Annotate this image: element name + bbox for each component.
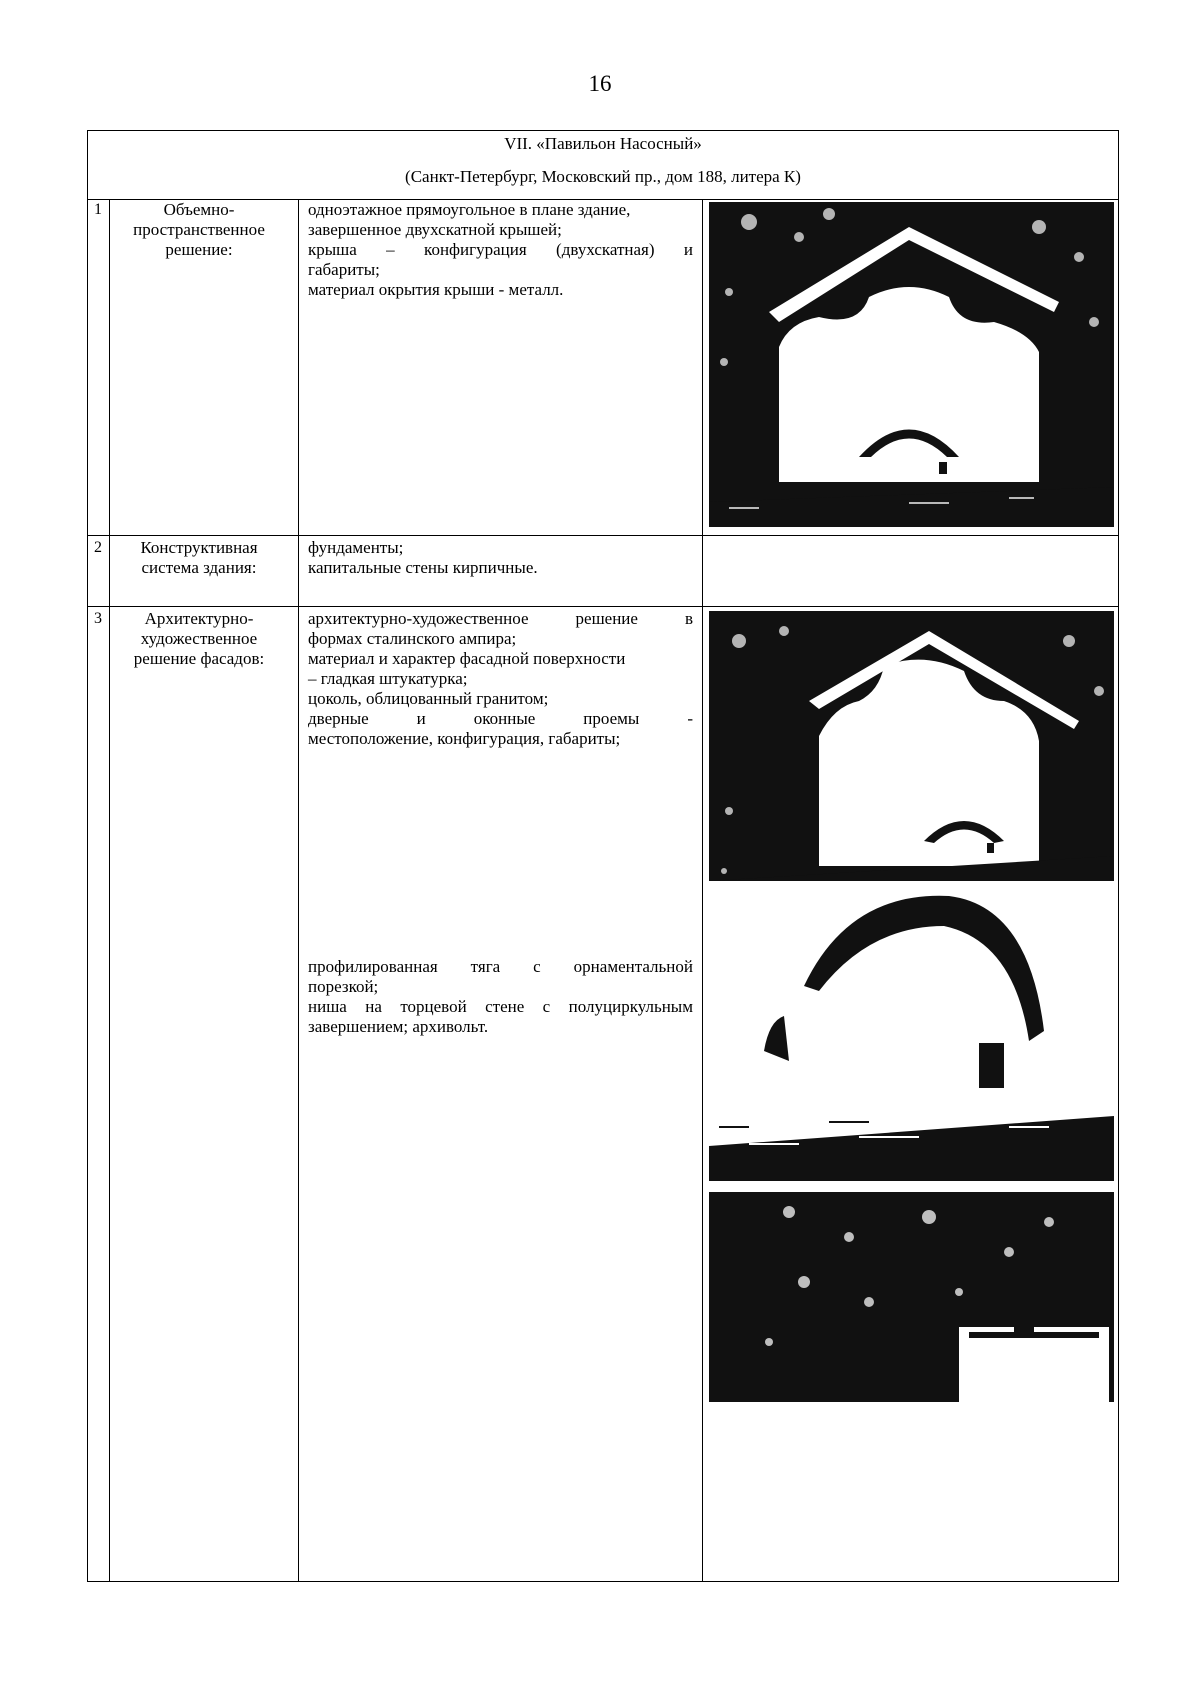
row-description (308, 609, 693, 749)
description-line: ниша на торцевой стене с полуциркульным (308, 997, 693, 1016)
description-line: крыша – конфигурация (двухскатная) и (308, 240, 693, 259)
description-line: местоположение, конфигурация, габариты; (308, 729, 621, 748)
description-line: дверные и оконные проемы - (308, 709, 693, 728)
description-line: капитальные стены кирпичные. (308, 558, 538, 577)
table-border-left (87, 130, 88, 1582)
page-number: 16 (588, 71, 612, 96)
col-divider-3 (702, 199, 703, 1582)
row-description (308, 538, 693, 578)
description-line: материал и характер фасадной поверхности (308, 649, 626, 668)
description-line: габариты; (308, 260, 380, 279)
row-description-secondary (308, 957, 693, 1037)
pavilion-photo-front (709, 202, 1114, 527)
row-number: 2 (94, 539, 102, 556)
description-line: материал окрытия крыши - металл. (308, 280, 564, 299)
description-line: одноэтажное прямоугольное в плане здание, (308, 200, 631, 219)
row-label-line: Архитектурно- (144, 609, 254, 628)
row-label-line: художественное (140, 629, 258, 648)
row-description (308, 200, 693, 300)
row-label (109, 609, 289, 669)
description-line: формах сталинского ампира; (308, 629, 517, 648)
description-line: профилированная тяга с орнаментальной (308, 957, 693, 976)
row-label-line: Конструктивная (140, 538, 258, 557)
description-line: завершенное двухскатной крышей; (308, 220, 562, 239)
description-line: завершением; архивольт. (308, 1017, 489, 1036)
row1-divider (87, 535, 1119, 536)
pavilion-photo-facade (709, 611, 1114, 911)
row-number: 3 (94, 610, 102, 627)
cornice-detail-photo (709, 1192, 1114, 1402)
monument-table (87, 130, 1119, 1582)
table-border-top (87, 130, 1119, 131)
col-divider-2 (298, 199, 299, 1582)
col-divider-1 (109, 199, 110, 1582)
description-line: архитектурно-художественное решение в (308, 609, 693, 628)
row-label-line: решение: (165, 240, 233, 259)
row-label (109, 200, 289, 260)
row-label-line: система здания: (141, 558, 257, 577)
row-label-line: пространственное (133, 220, 265, 239)
section-title: VII. «Павильон Насосный» (504, 134, 702, 153)
row-label (109, 538, 289, 578)
table-border-bottom (87, 1581, 1119, 1582)
description-line: – гладкая штукатурка; (308, 669, 468, 688)
niche-archivolt-photo (709, 881, 1114, 1181)
description-line: фундаменты; (308, 538, 404, 557)
section-address: (Санкт-Петербург, Московский пр., дом 188, литера К) (405, 167, 801, 186)
table-border-right (1118, 130, 1119, 1582)
row-label-line: Объемно- (163, 200, 235, 219)
description-line: цоколь, облицованный гранитом; (308, 689, 549, 708)
row2-divider (87, 606, 1119, 607)
row-number: 1 (94, 201, 102, 218)
row-label-line: решение фасадов: (133, 649, 265, 668)
description-line: порезкой; (308, 977, 379, 996)
